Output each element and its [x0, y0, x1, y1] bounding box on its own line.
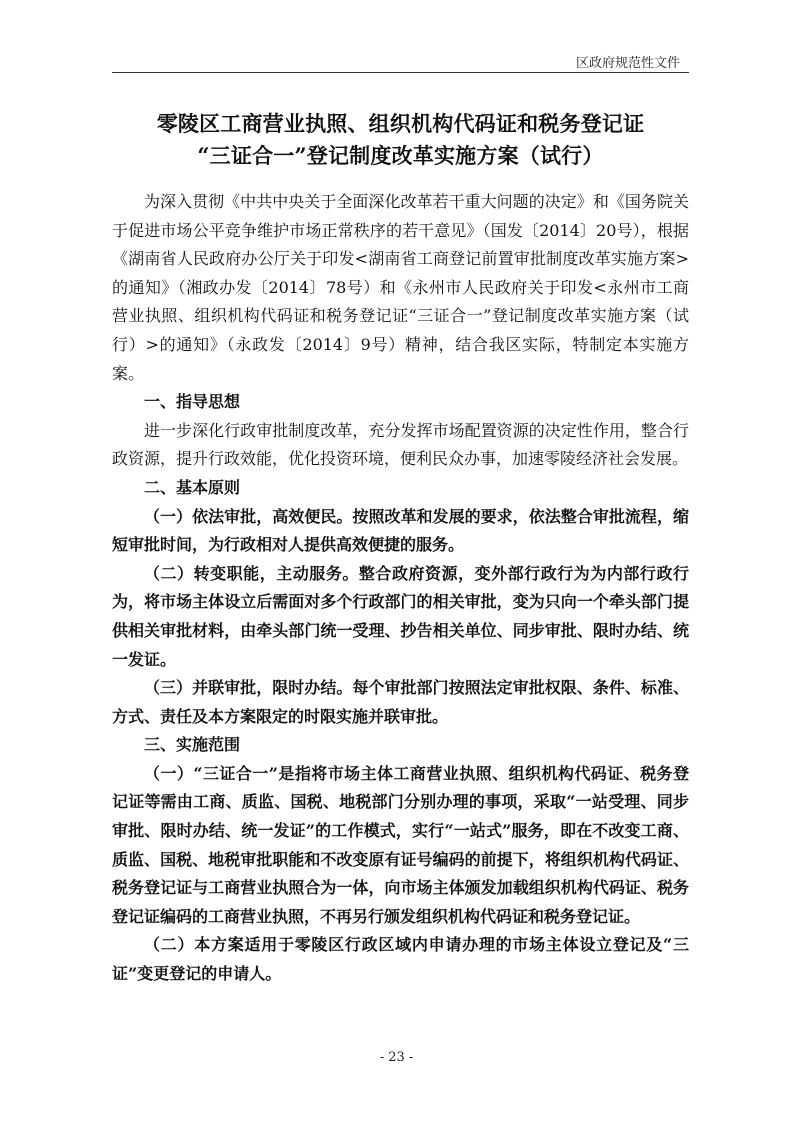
page-header-label: 区政府规范性文件 — [575, 56, 680, 71]
document-title-line-2: “三证合一”登记制度改革实施方案（试行） — [197, 143, 604, 168]
document-title-line-1: 零陵区工商营业执照、组织机构代码证和税务登记证 — [156, 111, 645, 136]
document-body — [112, 188, 689, 989]
section-heading-guiding-ideology: 一、指导思想 — [144, 392, 241, 412]
scope-1-paragraph: （一）“三证合一”是指将市场主体工商营业执照、组织机构代码证、税务登记证等需由工商、质监、国税、地税部门分别办理的事项，采取“一站受理、同步审批、限时办结、统一发证”的工作模式，实行“一站式”服务，即在不改变工商、质监、国税、地税审批职能和不改变原有证号编码的前提下，将组织机构代码证、税务登记证与工商营业执照合为一体，向市场主体颁发加载组织机构代码证、税务登记证编码的工商营业执照，不再另行颁发组织机构代码证和税务登记证。 — [112, 763, 689, 926]
section-heading-scope: 三、实施范围 — [144, 735, 241, 755]
intro-paragraph: 为深入贯彻《中共中央关于全面深化改革若干重大问题的决定》和《国务院关于促进市场公平竞争维护市场正常秩序的若干意见》（国发〔2014〕20号），根据《湖南省人民政府办公厅关于印发<湖南省工商登记前置审批制度改革实施方案>的通知》（湘政办发〔2014〕78号）和《永州市人民政府关于印发<永州市工商营业执照、组织机构代码证和税务登记证“三证合一”登记制度改革实施方案（试行）>的通知》（永政发〔2014〕9号）精神，结合我区实际，特制定本实施方案。 — [112, 192, 689, 383]
principle-3-paragraph: （三）并联审批，限时办结。每个审批部门按照法定审批权限、条件、标准、方式、责任及本方案限定的时限实施并联审批。 — [112, 678, 689, 726]
guiding-ideology-paragraph: 进一步深化行政审批制度改革，充分发挥市场配置资源的决定性作用，整合行政资源，提升行政效能，优化投资环境，便利民众办事，加速零陵经济社会发展。 — [112, 420, 689, 469]
section-heading-basic-principles: 二、基本原则 — [144, 477, 241, 497]
page-number: - 23 - — [379, 1050, 414, 1065]
principle-2-paragraph: （二）转变职能，主动服务。整合政府资源，变外部行政行为为内部行政行为，将市场主体设立后需面对多个行政部门的相关审批，变为只向一个牵头部门提供相关审批材料，由牵头部门统一受理、抄告相关单位、同步审批、限时办结、统一发证。 — [112, 563, 689, 669]
scope-2-paragraph: （二）本方案适用于零陵区行政区域内申请办理的市场主体设立登记及“三证”变更登记的申请人。 — [112, 935, 689, 984]
principle-1-paragraph: （一）依法审批，高效便民。按照改革和发展的要求，依法整合审批流程，缩短审批时间，为行政相对人提供高效便捷的服务。 — [112, 506, 689, 555]
header-divider — [112, 72, 689, 73]
